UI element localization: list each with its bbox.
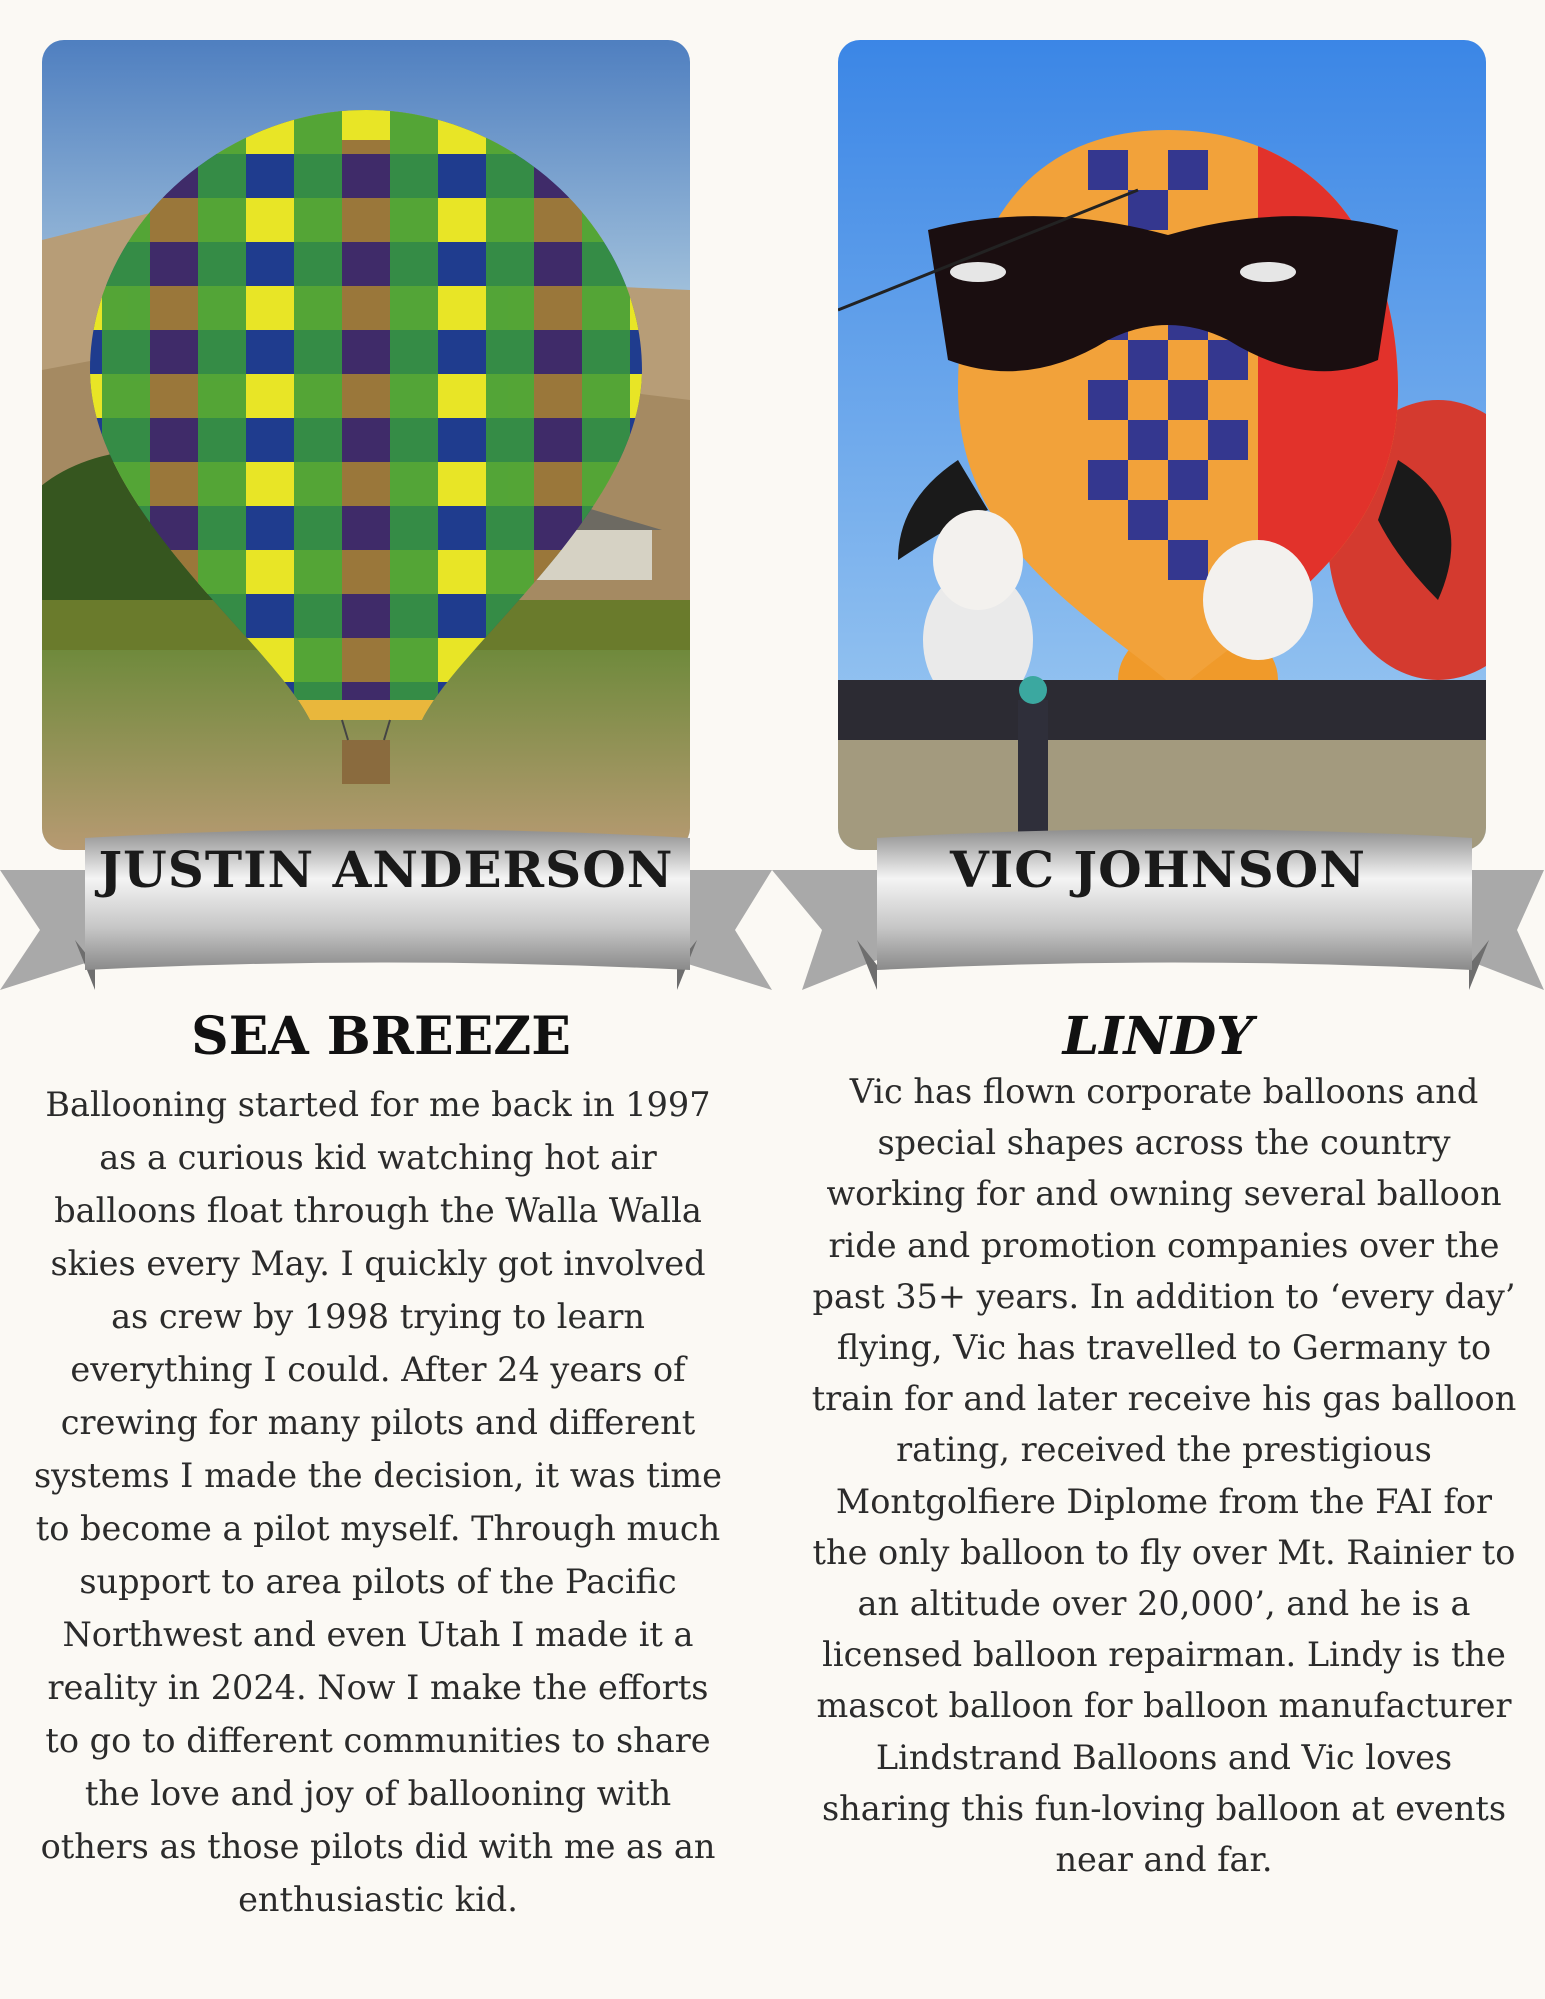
sea-breeze-balloon-photo [42,40,690,850]
pilot-name: JUSTIN ANDERSON [98,840,674,899]
balloon-name: LINDY [1062,1006,1254,1067]
lindy-balloon-photo [838,40,1486,850]
pilot-bio: Ballooning started for me back in 1997 as a curious kid watching hot air balloons float through the Walla Walla skies every May. I quickly got involved as crew by 1998 trying to learn everything I could. After 24 years of crewing for many pilots and different systems I made the decision, it was time to become a pilot myself. Through much support to area pilots of the Pacific Northwest and even Utah I made it a reality in 2024. Now I make the efforts to go to different communities to share the love and joy of ballooning with others as those pilots did with me as an enthusiastic kid. [33,1085,723,1919]
pilot-name: VIC JOHNSON [950,840,1366,899]
pilot-bio: Vic has flown corporate balloons and special shapes across the country working for and owning several balloon ride and promotion companies over the past 35+ years. In addition to ‘every day’ flying, Vic has travelled to Germany to train for and later receive his gas balloon rating, received the prestigious Montgolfiere Diplome from the FAI for the only balloon to fly over Mt. Rainier to an altitude over 20,000’, and he is a licensed balloon repairman. Lindy is the mascot balloon for balloon manufacturer Lindstrand Balloons and Vic loves sharing this fun-loving balloon at events near and far. [811,1072,1517,1880]
balloon-name: SEA BREEZE [191,1006,571,1067]
profile-card-justin [0,0,772,1999]
profile-card-vic [772,0,1544,1999]
